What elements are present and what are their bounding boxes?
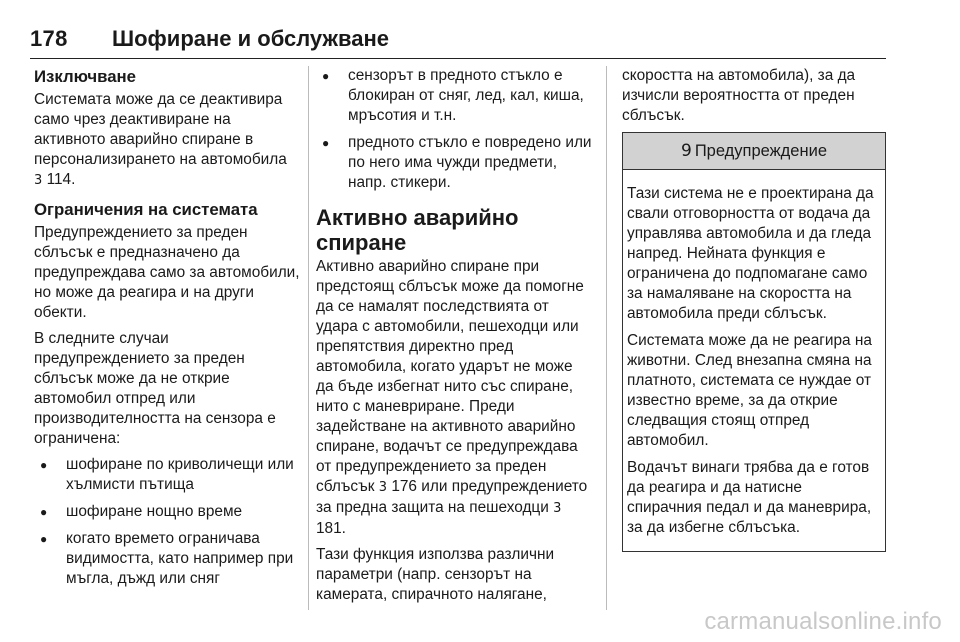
- column-divider: [606, 66, 607, 610]
- page-ref-link[interactable]: 176 или: [391, 478, 448, 495]
- paragraph: Системата може да се деактивира само чрез деактивиране на активното аварийно спиране в персонализирането на автомобила 3 114.: [34, 91, 287, 188]
- paragraph: Тази функция използва различни параметри (напр. сензорът на камерата, спирачното налягане,: [316, 546, 555, 603]
- warning-header: [623, 133, 885, 170]
- paragraph: Активно аварийно спиране при предстоящ сблъсък може да помогне да се намалят последствията от удара с автомобили, пешеходци или препятствия директно пред автомобила, когато ударът не може да бъде избегнат нито със спиране, нито с маневриране. Преди задействане на активното аварийно спиране, водачът се предупреждава от предупреждението за преден сблъсък 3 176 или предупреждението за предна защита на пешеходци 3 181.: [316, 258, 588, 537]
- column-2: [316, 66, 592, 611]
- paragraph: В следните случаи предупреждението за преден сблъсък може да не открие автомобил отпред или производителността на сензора е ограничена:: [34, 330, 276, 447]
- bullet-list: [316, 66, 592, 193]
- page-header: [30, 22, 886, 59]
- paragraph: Предупреждението за преден сблъсък е предназначено да предупреждава само за автомобили, но може да реагира и на други обекти.: [34, 224, 300, 321]
- section-heading-disable: Изключване: [34, 67, 136, 86]
- column-1: [34, 66, 300, 596]
- list-item: ● сензорът в предното стъкло е блокиран от сняг, лед, кал, киша, мръсотия и т.н.: [316, 66, 592, 126]
- section-heading-aeb: Активно аварийно спиране: [316, 205, 519, 255]
- page-ref-link[interactable]: 181.: [316, 520, 346, 537]
- page-ref-link[interactable]: 114.: [46, 171, 76, 188]
- watermark: carmanualsonline.info: [704, 608, 942, 635]
- chapter-title: Шофиране и обслужване: [112, 26, 390, 51]
- page-ref-icon[interactable]: 3: [378, 480, 388, 495]
- page-number: 178: [30, 26, 68, 51]
- bullet-list: [34, 455, 300, 589]
- warning-title: Предупреждение: [694, 142, 827, 160]
- list-item: ● предното стъкло е повредено или по него има чужди предмети, напр. стикери.: [316, 133, 592, 193]
- warning-triangle-icon: 9: [680, 141, 692, 161]
- warning-body: [623, 170, 885, 551]
- list-item: ● шофиране нощно време: [34, 502, 300, 522]
- section-heading-limits: Ограничения на системата: [34, 200, 258, 219]
- column-3: [622, 66, 886, 552]
- page-ref-icon[interactable]: 3: [34, 173, 43, 188]
- list-item: ● шофиране по криволичещи или хълмисти пътища: [34, 455, 300, 495]
- warning-paragraph: Водачът винаги трябва да е готов да реагира и да натисне спирачния педал и да маневрира, за да избегне сблъсъка.: [627, 459, 872, 536]
- warning-box: [622, 132, 886, 552]
- warning-paragraph: Системата може да не реагира на животни. След внезапна смяна на платното, системата се нуждае от известно време, за да открие следващия стоящ отпред автомобил.: [627, 332, 872, 449]
- page-ref-icon[interactable]: 3: [553, 501, 562, 516]
- column-divider: [308, 66, 309, 610]
- list-item: ● когато времето ограничава видимостта, като например при мъгла, дъжд или сняг: [34, 529, 300, 589]
- warning-paragraph: Тази система не е проектирана да свали отговорността от водача да управлява автомобила и да гледа напред. Нейната функция е ограничена до подпомагане само за намаляване на скоростта на автомобила преди сблъсък.: [627, 185, 874, 322]
- paragraph: скоростта на автомобила), за да изчисли вероятността от преден сблъсък.: [622, 67, 856, 124]
